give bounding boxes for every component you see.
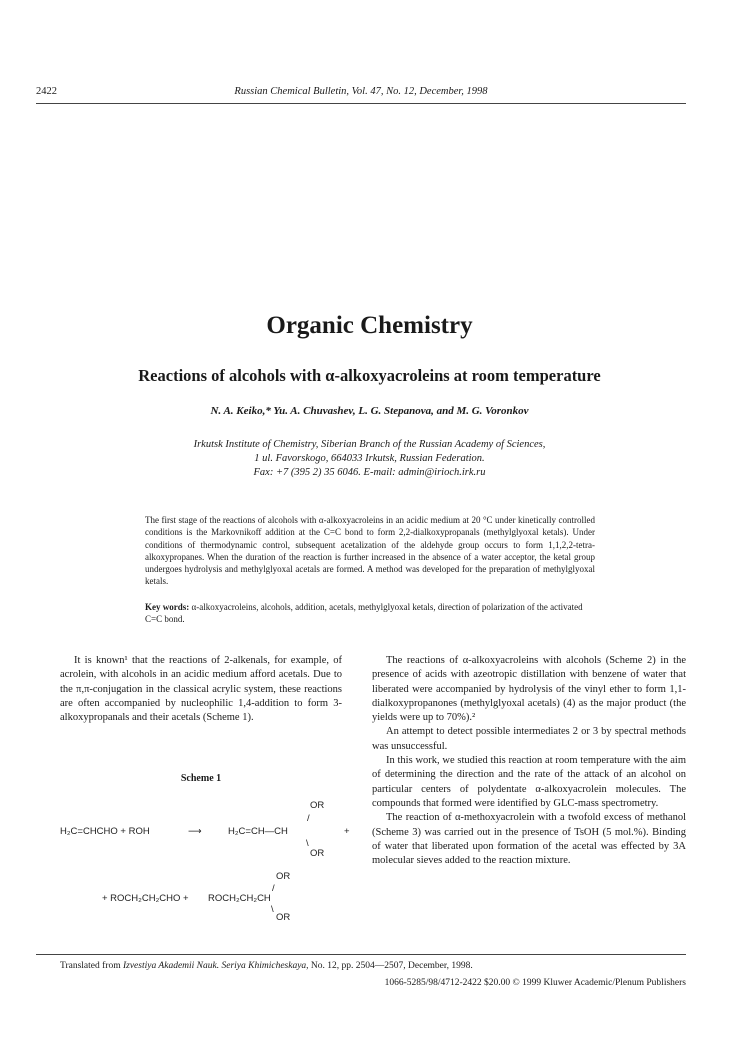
bond-icon: / — [307, 813, 310, 824]
translation-footnote — [60, 961, 686, 971]
footnote-suffix: No. 12, pp. 2504—2507, December, 1998. — [308, 961, 473, 971]
scheme-title: Scheme 1 — [180, 773, 222, 784]
affiliation-line: Irkutsk Institute of Chemistry, Siberian Branch of the Russian Academy of Sciences, — [193, 439, 546, 450]
body-paragraph: An attempt to detect possible intermediates 2 or 3 by spectral methods was unsuccessful. — [372, 726, 686, 752]
scheme-row2: + ROCH₂CH₂CHO + — [102, 893, 189, 904]
copyright-line: 1066-5285/98/4712-2422 $20.00 © 1999 Kluwer Academic/Plenum Publishers — [384, 978, 686, 988]
body-paragraph: In this work, we studied this reaction at room temperature with the aim of determining the direction and the rate of the attack of an alcohol on particular centers of polydentate α-alkoxyacrolein molecules. The compounds that formed were identified by GLC-mass spectrometry. — [372, 755, 686, 809]
running-header — [36, 86, 686, 102]
article-title: Reactions of alcohols with α-alkoxyacroleins at room temperature — [138, 366, 601, 385]
header-rule — [36, 103, 686, 104]
footnote-prefix: Translated from — [60, 961, 123, 971]
author-list: N. A. Keiko,* Yu. A. Chuvashev, L. G. Stepanova, and M. G. Voronkov — [210, 405, 529, 417]
keywords — [145, 601, 595, 626]
footer-rule — [36, 954, 686, 955]
section-title: Organic Chemistry — [266, 312, 473, 339]
affiliation-line: 1 ul. Favorskogo, 664033 Irkutsk, Russian Federation. — [254, 453, 485, 464]
keywords-text: α-alkoxyacroleins, alcohols, addition, acetals, methylglyoxal ketals, direction of polarization of the activated C=C bond. — [145, 602, 583, 625]
bond-icon: \ — [271, 904, 274, 915]
abstract: The first stage of the reactions of alcohols with α-alkoxyacroleins in an acidic medium at 20 °C under kinetically controlled conditions is the Markovnikoff addition at the C=C bond to form 2,2-dialkoxypropanals (methylglyoxal ketals). Under conditions of thermodynamic control, subsequent acetalization of the aldehyde group occurs to form 1,1,2,2-tetra-alkoxypropanes. When the duration of the reaction is further increased in the absence of a water acceptor, the ketal group undergoes hydrolysis and methylglyoxal acetals are formed. A method was developed for the preparation of methylglyoxal ketals. — [145, 515, 595, 587]
affiliation-line: Fax: +7 (395 2) 35 6046. E-mail: admin@irioch.irk.ru — [253, 467, 486, 478]
affiliation — [0, 438, 739, 480]
keywords-label: Key words: — [145, 602, 190, 612]
page-number: 2422 — [36, 86, 57, 97]
intro-paragraph: It is known¹ that the reactions of 2-alkenals, for example, of acrolein, with alcohols in an acidic medium afford acetals. Due to the π,π-conjugation in the classical acrylic system, these reactions are often accompanied by nucleophilic 1,4-addition to form 3-alkoxypropanals and their acetals (Scheme 1). — [60, 655, 342, 724]
scheme-product-2: ROCH₂CH₂CH — [208, 893, 271, 904]
scheme-or-label: OR — [276, 912, 291, 923]
scheme-reactant: H₂C=CHCHO + ROH — [60, 826, 150, 837]
left-column — [60, 654, 342, 725]
plus-icon: + — [344, 826, 350, 837]
bond-icon: / — [272, 883, 275, 894]
scheme-or-label: OR — [310, 800, 325, 811]
body-paragraph: The reactions of α-alkoxyacroleins with alcohols (Scheme 2) in the presence of acids with azeotropic distillation with benzene of water that liberated were accompanied by hydrolysis of the vinyl ether to form 1,1-dialkoxypropanones (methylglyoxal acetals) (4) as the major product (the yields were up to 70%).² — [372, 655, 686, 724]
scheme-or-label: OR — [310, 848, 325, 859]
arrow-icon: ⟶ — [188, 826, 202, 837]
right-column — [372, 654, 686, 868]
scheme-1 — [60, 800, 360, 923]
journal-citation: Russian Chemical Bulletin, Vol. 47, No. 12, December, 1998 — [234, 86, 488, 97]
body-paragraph: The reaction of α-methoxyacrolein with a twofold excess of methanol (Scheme 3) was carried out in the presence of TsOH (5 mol.%). Binding of water that liberated upon formation of the acetal was effected by 3A molecular sieves added to the reaction mixture. — [372, 812, 686, 867]
footnote-source: Izvestiya Akademii Nauk. Seriya Khimicheskaya, — [122, 961, 309, 971]
bond-icon: \ — [306, 838, 309, 849]
scheme-product-1: H₂C=CH—CH — [228, 826, 288, 837]
scheme-or-label: OR — [276, 871, 291, 882]
